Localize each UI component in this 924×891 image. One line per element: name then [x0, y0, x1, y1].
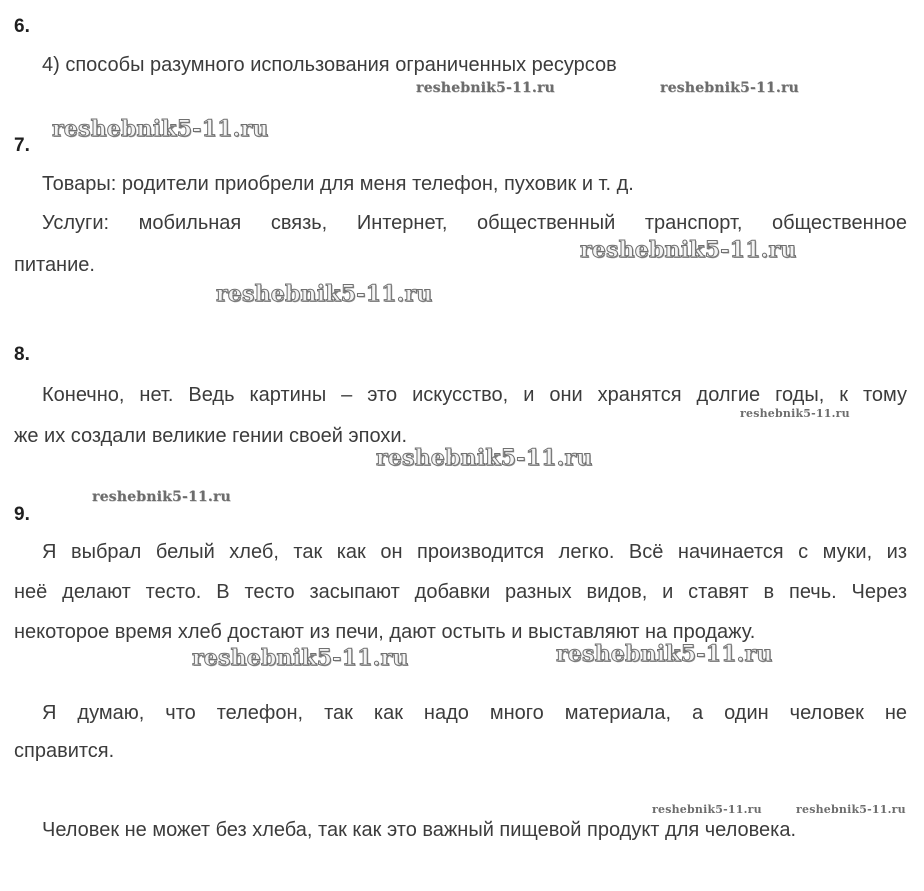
answer-9-line-2: неё делают тесто. В тесто засыпают добавки разных видов, и ставят в печь. Через — [14, 581, 907, 603]
watermark: reshebnik5-11.ru — [192, 645, 409, 671]
watermark: reshebnik5-11.ru — [556, 641, 773, 667]
watermark: reshebnik5-11.ru — [52, 116, 269, 142]
answer-8-line-1: Конечно, нет. Ведь картины – это искусство, и они хранятся долгие годы, к тому — [42, 384, 907, 406]
answer-10-line-2: справится. — [14, 740, 115, 762]
answer-8-line-2: же их создали великие гении своей эпохи. — [14, 425, 408, 447]
answer-9-line-3: некоторое время хлеб достают из печи, дают остыть и выставляют на продажу. — [14, 621, 756, 643]
answer-7-line-1: Товары: родители приобрели для меня телефон, пуховик и т. д. — [42, 173, 634, 195]
answer-7-line-2: Услуги: мобильная связь, Интернет, общественный транспорт, общественное — [42, 212, 907, 234]
answer-11-line-1: Человек не может без хлеба, так как это важный пищевой продукт для человека. — [42, 819, 797, 841]
watermark: reshebnik5-11.ru — [216, 281, 433, 307]
answer-7-line-3: питание. — [14, 254, 95, 276]
watermark: reshebnik5-11.ru — [660, 80, 799, 96]
watermark: reshebnik5-11.ru — [740, 407, 850, 420]
watermark: reshebnik5-11.ru — [376, 445, 593, 471]
answer-10-line-1: Я думаю, что телефон, так как надо много материала, а один человек не — [42, 702, 907, 724]
section-number-8: 8. — [14, 344, 30, 365]
watermark: reshebnik5-11.ru — [92, 489, 231, 505]
section-number-9: 9. — [14, 504, 30, 525]
watermark: reshebnik5-11.ru — [796, 803, 906, 816]
section-number-6: 6. — [14, 16, 30, 37]
watermark: reshebnik5-11.ru — [652, 803, 762, 816]
section-number-7: 7. — [14, 135, 30, 156]
watermark: reshebnik5-11.ru — [580, 237, 797, 263]
watermark: reshebnik5-11.ru — [416, 80, 555, 96]
answer-6-line-1: 4) способы разумного использования ограниченных ресурсов — [42, 54, 617, 76]
answer-9-line-1: Я выбрал белый хлеб, так как он производится легко. Всё начинается с муки, из — [42, 541, 907, 563]
